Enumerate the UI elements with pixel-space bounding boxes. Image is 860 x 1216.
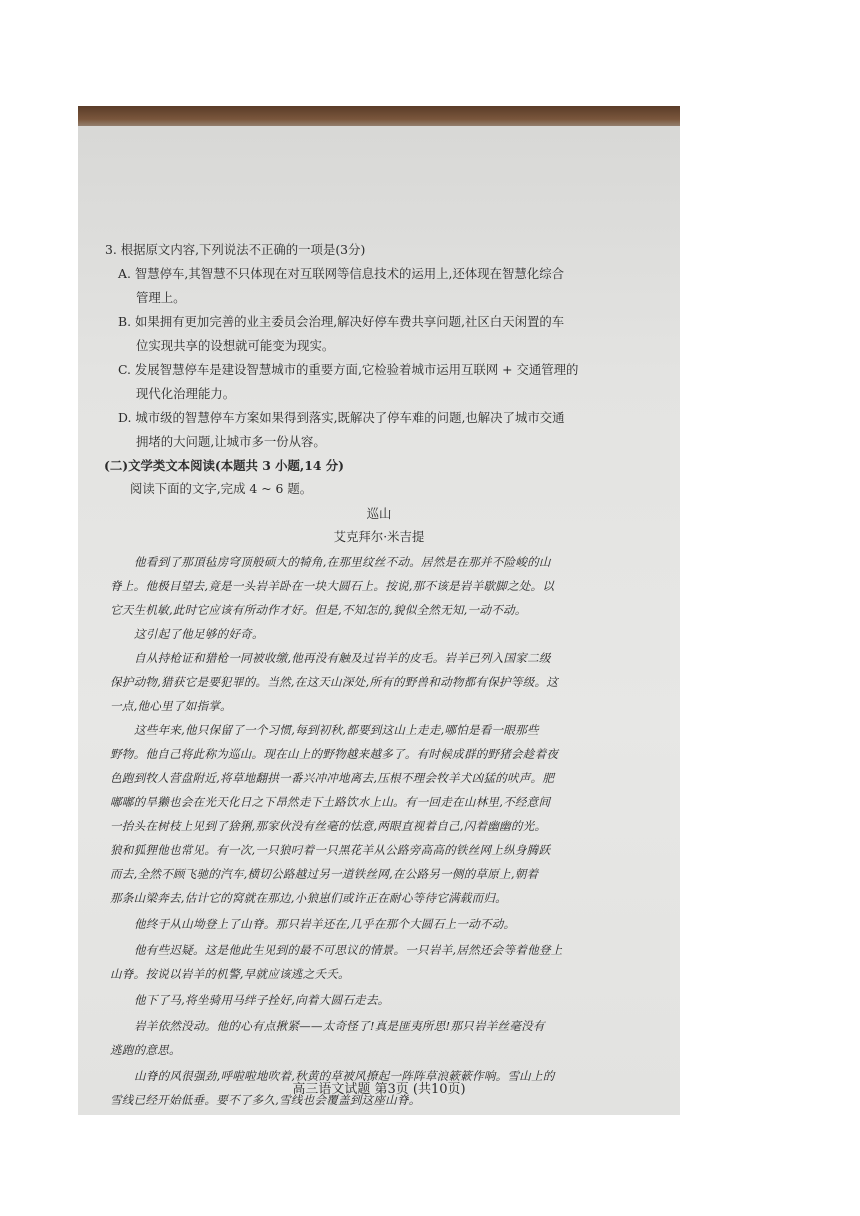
story-line: 一点,他心里了如指掌。 xyxy=(110,699,232,713)
story-line: 保护动物,猎获它是要犯罪的。当然,在这天山深处,所有的野兽和动物都有保护等级。这 xyxy=(110,675,559,689)
option-d-line1: D. 城市级的智慧停车方案如果得到落实,既解决了停车难的问题,也解决了城市交通 xyxy=(118,410,565,425)
page-footer-visible: 高三语文试题 第3页 (共10页) xyxy=(292,1082,466,1097)
section-instruction: 阅读下面的文字,完成 4 ~ 6 题。 xyxy=(130,481,313,496)
story-line: 而去,全然不顾飞驰的汽车,横切公路越过另一道铁丝网,在公路另一侧的草原上,朝着 xyxy=(110,867,539,881)
desk-edge xyxy=(78,106,680,128)
story-title: 巡山 xyxy=(366,506,392,521)
story-line: 山脊。按说以岩羊的机警,早就应该逃之夭夭。 xyxy=(110,967,350,981)
option-d-line2: 拥堵的大问题,让城市多一份从容。 xyxy=(136,434,326,449)
story-line: 这引起了他足够的好奇。 xyxy=(134,627,264,641)
option-a-line1: A. 智慧停车,其智慧不只体现在对互联网等信息技术的运用上,还体现在智慧化综合 xyxy=(118,266,564,281)
story-line: 自从持枪证和猎枪一同被收缴,他再没有触及过岩羊的皮毛。岩羊已列入国家二级 xyxy=(134,651,551,665)
story-line: 野物。他自己将此称为巡山。现在山上的野物越来越多了。有时候成群的野猪会趁着夜 xyxy=(110,747,559,761)
story-author: 艾克拜尔·米吉提 xyxy=(333,529,425,544)
story-line: 脊上。他极目望去,竟是一头岩羊卧在一块大圆石上。按说,那不该是岩羊歇脚之处。以 xyxy=(110,579,555,593)
section-heading: (二)文学类文本阅读(本题共 3 小题,14 分) xyxy=(104,458,345,473)
story-line: 他下了马,将坐骑用马绊子拴好,向着大圆石走去。 xyxy=(134,993,390,1007)
option-c-line1: C. 发展智慧停车是建设智慧城市的重要方面,它检验着城市运用互联网 + 交通管理的 xyxy=(118,362,579,377)
story-line: 这些年来,他只保留了一个习惯,每到初秋,都要到这山上走走,哪怕是看一眼那些 xyxy=(134,723,539,737)
exam-page-photo xyxy=(78,106,680,1115)
story-line: 一抬头在树枝上见到了猞猁,那家伙没有丝毫的怯意,两眼直视着自己,闪着幽幽的光。 xyxy=(110,819,547,833)
option-b-line1: B. 如果拥有更加完善的业主委员会治理,解决好停车费共享问题,社区白天闲置的车 xyxy=(118,314,565,329)
story-line: 狼和狐狸他也常见。有一次,一只狼叼着一只黑花羊从公路旁高高的铁丝网上纵身腾跃 xyxy=(110,843,551,857)
exam-sheet xyxy=(78,126,680,1115)
story-line: 雪线已经开始低垂。要不了多久,雪线也会覆盖到这座山脊。 xyxy=(110,1093,421,1107)
option-b-line2: 位实现共享的设想就可能变为现实。 xyxy=(136,338,335,353)
option-c-line2: 现代化治理能力。 xyxy=(136,386,236,401)
story-line: 岩羊依然没动。他的心有点揪紧——太奇怪了!真是匪夷所思!那只岩羊丝毫没有 xyxy=(134,1019,545,1033)
option-a-line2: 管理上。 xyxy=(136,290,186,305)
story-line: 他有些迟疑。这是他此生见到的最不可思议的情景。一只岩羊,居然还会等着他登上 xyxy=(134,943,563,957)
story-line: 山脊的风很强劲,呼啦啦地吹着,秋黄的草被风撩起一阵阵草浪簌簌作响。雪山上的 xyxy=(134,1069,555,1083)
story-line: 逃跑的意思。 xyxy=(110,1043,181,1057)
story-line: 嘟嘟的旱獭也会在光天化日之下昂然走下土路饮水上山。有一回走在山林里,不经意间 xyxy=(110,795,551,809)
question-stem: 3. 根据原文内容,下列说法不正确的一项是(3分) xyxy=(105,242,366,257)
story-line: 他终于从山坳登上了山脊。那只岩羊还在,几乎在那个大圆石上一动不动。 xyxy=(134,917,516,931)
story-line: 色跑到牧人营盘附近,将草地翻拱一番兴冲冲地离去,压根不理会牧羊犬凶猛的吠声。肥 xyxy=(110,771,555,785)
story-line: 他看到了那頂毡房穹顶般硕大的犄角,在那里纹丝不动。居然是在那并不险峻的山 xyxy=(134,555,551,569)
story-line: 那条山梁奔去,估计它的窝就在那边,小狼崽们或许正在耐心等待它满载而归。 xyxy=(110,891,507,905)
story-line: 它天生机敏,此时它应该有所动作才好。但是,不知怎的,貌似全然无知,一动不动。 xyxy=(110,603,527,617)
